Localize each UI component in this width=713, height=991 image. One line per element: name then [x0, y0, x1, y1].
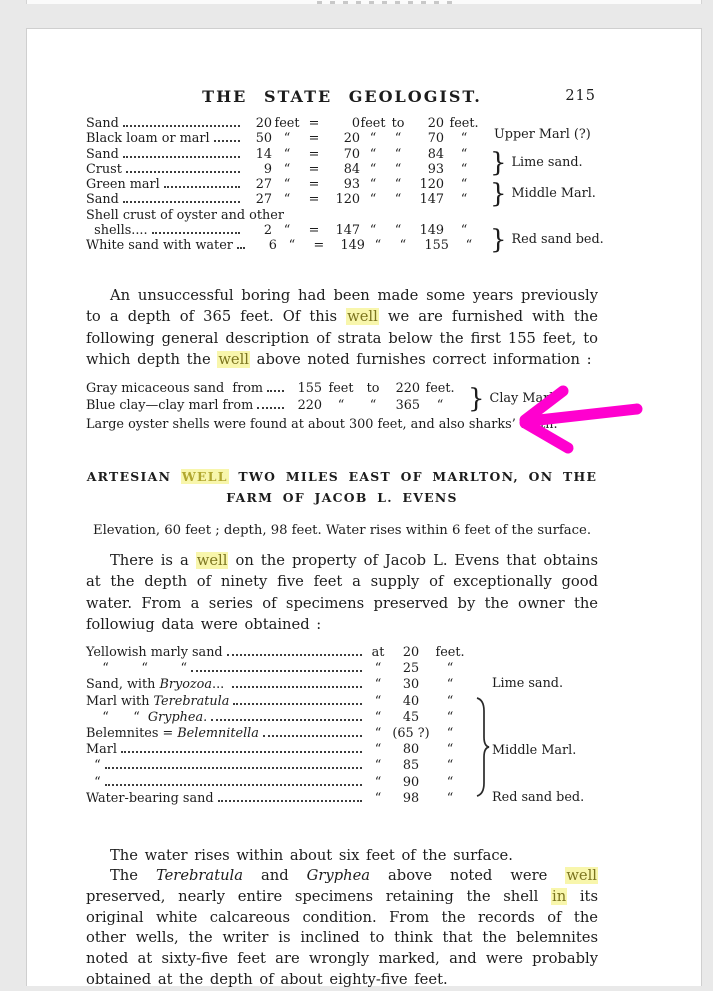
col-unit: “	[369, 223, 377, 239]
stratum-label: “ “ Gryphea.	[86, 709, 208, 725]
col-thickness: 50	[255, 131, 272, 147]
col-at: “	[374, 742, 382, 758]
paragraph-text: The water rises within about six feet of the surface.	[110, 847, 513, 864]
previous-page-edge	[26, 0, 702, 4]
col-thickness: 27	[255, 192, 272, 208]
col-unit: “	[283, 146, 291, 162]
col-thickness: 20	[255, 116, 272, 131]
col-to-word: to	[391, 116, 405, 131]
col-unit: “	[446, 742, 454, 758]
paragraph-text: An unsuccessful boring had been made some years previously to a depth of 365 feet. Of this well we are furnished with the following general description of strata below the first 155 feet, to which depth the well above noted furnishes correct information :	[86, 287, 598, 368]
col-depth: 40	[402, 693, 420, 709]
stratum-label: Shell crust of oyster and other	[86, 207, 284, 223]
stratum-label: “	[86, 774, 101, 790]
col-unit: “	[460, 223, 468, 239]
col-unit: “	[446, 758, 454, 774]
col-unit: feet	[328, 381, 354, 396]
stratum-label: Sand, with Bryozoa...	[86, 677, 229, 693]
col-unit: “	[446, 725, 454, 741]
stratum-label: Water-bearing sand	[86, 790, 214, 806]
stratum-label: Sand	[86, 116, 119, 131]
heading-line-2: FARM OF JACOB L. EVENS	[226, 489, 458, 505]
stratum-label: “ “ “	[86, 661, 187, 677]
group-label-lime-sand	[492, 678, 563, 691]
col-thickness: 14	[255, 146, 272, 162]
dot-leader	[123, 125, 240, 127]
col-from: 147	[335, 223, 360, 239]
dot-leader	[164, 186, 240, 188]
col-to-depth: 93	[427, 161, 444, 177]
col-to-depth: 220	[395, 381, 420, 396]
table-row	[86, 240, 484, 255]
stratum-label: Marl	[86, 742, 117, 758]
col-to-word: “	[369, 397, 377, 413]
table-row	[86, 397, 460, 417]
brace-glyph: }	[490, 179, 507, 209]
dot-leader	[191, 670, 362, 672]
col-at: “	[374, 693, 382, 709]
col-to-depth: 149	[419, 223, 444, 239]
col-unit: feet.	[425, 381, 455, 396]
brace-glyph: }	[468, 384, 485, 414]
col-equals: =	[308, 177, 320, 193]
col-at: “	[374, 709, 382, 725]
dot-leader	[121, 751, 362, 753]
stratum-label: Belemnites = Belemnitella	[86, 725, 259, 741]
col-depth: 30	[402, 677, 420, 693]
col-unit: “	[283, 192, 291, 208]
col-from: 220	[297, 397, 322, 413]
paragraph-water-rises	[86, 845, 598, 866]
col-depth: 20	[402, 645, 420, 660]
dot-leader	[237, 247, 245, 249]
col-from: 149	[340, 238, 365, 254]
col-to-depth: 147	[419, 192, 444, 208]
col-at: “	[374, 758, 382, 774]
dot-leader	[257, 407, 284, 409]
scanned-page	[26, 28, 702, 986]
col-unit: “	[446, 693, 454, 709]
col-unit: “	[337, 397, 345, 413]
col-at: “	[374, 677, 382, 693]
tall-brace-glyph	[474, 697, 490, 797]
col-at: “	[374, 661, 382, 677]
col-to-word: “	[394, 146, 402, 162]
col-to-depth: 20	[427, 116, 444, 131]
col-to-word: “	[394, 161, 402, 177]
col-unit: “	[460, 131, 468, 147]
group-label-upper-marl	[494, 129, 591, 142]
stratum-label: Marl with Terebratula	[86, 693, 230, 709]
oyster-shells-note: Large oyster shells were found at about 300 feet, and also sharks’ teeth.	[86, 417, 558, 432]
group-text: Middle Marl.	[511, 185, 596, 201]
col-thickness: 2	[263, 223, 272, 239]
col-unit: “	[460, 177, 468, 193]
col-unit: “	[283, 131, 291, 147]
col-unit: “	[369, 192, 377, 208]
dot-leader	[267, 390, 284, 392]
col-unit: “	[283, 223, 291, 239]
paragraph-boring	[86, 285, 598, 370]
section-heading	[86, 467, 598, 508]
col-depth: 45	[402, 709, 420, 725]
col-unit: “	[460, 161, 468, 177]
col-at: “	[374, 725, 382, 741]
col-to-depth: 155	[424, 238, 449, 254]
col-unit: “	[446, 661, 454, 677]
stratum-label: “	[86, 758, 101, 774]
col-unit: “	[369, 177, 377, 193]
dot-leader	[263, 735, 362, 737]
col-unit: “	[446, 790, 454, 806]
col-from: 70	[343, 146, 360, 162]
col-at: “	[374, 774, 382, 790]
col-unit: “	[460, 146, 468, 162]
group-text: Red sand bed.	[492, 790, 585, 805]
dot-leader	[126, 171, 240, 173]
stratum-label: Crust	[86, 161, 122, 177]
dot-leader	[105, 767, 362, 769]
group-label-red-sand-bed	[492, 792, 584, 805]
col-unit: “	[465, 238, 473, 254]
col-to-word: “	[399, 238, 407, 254]
paragraph-fossils	[86, 866, 598, 991]
col-unit: “	[369, 131, 377, 147]
col-from: 0	[351, 116, 360, 131]
col-depth: 25	[402, 661, 420, 677]
col-from: 120	[335, 192, 360, 208]
strata-table-3	[86, 647, 598, 809]
col-at: at	[371, 645, 385, 660]
col-unit: “	[436, 397, 444, 413]
dot-leader	[232, 686, 362, 688]
running-head	[86, 87, 598, 109]
page-number: 215	[565, 88, 596, 104]
col-unit: feet	[360, 116, 386, 131]
col-from: 93	[343, 177, 360, 193]
col-to-word: “	[394, 177, 402, 193]
col-unit: feet.	[449, 116, 479, 131]
strata-table-1	[86, 116, 604, 256]
col-unit: “	[288, 238, 296, 254]
col-to-depth: 365	[395, 397, 420, 413]
col-to-depth: 70	[427, 131, 444, 147]
paragraph-text: There is a well on the property of Jacob L. Evens that obtains at the depth of ninety five feet a supply of exceptionally good water. From a series of specimens preserved by the owner the followiug data were obtained :	[86, 552, 598, 633]
dot-leader	[123, 156, 240, 158]
col-to-word: to	[366, 381, 380, 396]
group-label-red-sand-bed	[490, 227, 604, 253]
col-to-word: “	[394, 131, 402, 147]
col-equals: =	[308, 131, 320, 147]
col-thickness: 9	[263, 161, 272, 177]
stratum-label: Yellowish marly sand	[86, 645, 223, 660]
col-depth: 98	[402, 790, 420, 806]
stratum-label: Sand	[86, 192, 119, 208]
col-unit: “	[374, 238, 382, 254]
paragraph-text: The Terebratula and Gryphea above noted were well preserved, nearly entire specimens retaining the shell in its original white calcareous condition. From the records of the other wells, the writer is inclined to think that the belemnites noted at sixty-five feet are wrongly marked, and were probably obtained at the depth of about eighty-five feet.	[86, 867, 598, 988]
col-equals: =	[308, 223, 320, 239]
group-text: Upper Marl (?)	[494, 127, 591, 142]
dot-leader	[214, 140, 240, 142]
col-depth: 85	[402, 758, 420, 774]
group-text: Middle Marl.	[492, 743, 577, 758]
col-depth: 80	[402, 742, 420, 758]
brace-glyph: }	[490, 225, 507, 255]
col-unit: “	[446, 774, 454, 790]
group-text: Lime sand.	[492, 676, 564, 691]
dot-leader	[105, 784, 362, 786]
col-unit: “	[369, 161, 377, 177]
group-text: Clay Marl	[489, 390, 554, 406]
stratum-label: White sand with water	[86, 238, 233, 254]
dot-leader	[227, 654, 362, 656]
col-thickness: 6	[268, 238, 277, 254]
col-to-depth: 84	[427, 146, 444, 162]
col-unit: feet	[274, 116, 300, 131]
col-equals: =	[308, 116, 320, 131]
dot-leader	[218, 800, 362, 802]
table-row	[86, 790, 468, 809]
col-from: 84	[343, 161, 360, 177]
col-from: 20	[343, 131, 360, 147]
col-to-word: “	[394, 223, 402, 239]
col-unit: “	[460, 192, 468, 208]
previous-page-text-remnant	[317, 1, 457, 4]
stratum-label: Green marl	[86, 177, 160, 193]
col-equals: =	[313, 238, 325, 254]
group-label-middle-marl	[492, 745, 576, 758]
col-equals: =	[308, 192, 320, 208]
group-label-lime-sand	[490, 150, 583, 176]
dot-leader	[211, 719, 362, 721]
col-from: 155	[297, 381, 322, 396]
col-unit: “	[446, 709, 454, 725]
col-unit: “	[283, 177, 291, 193]
brace-glyph: }	[490, 148, 507, 178]
col-unit: feet.	[435, 645, 465, 660]
col-at: “	[374, 790, 382, 806]
dot-leader	[233, 703, 362, 705]
col-equals: =	[308, 146, 320, 162]
col-unit: “	[369, 146, 377, 162]
col-equals: =	[308, 161, 320, 177]
stratum-label: shells....	[86, 223, 148, 239]
strata-table-2	[86, 383, 598, 432]
elevation-line: Elevation, 60 feet ; depth, 98 feet. Water rises within 6 feet of the surface.	[92, 523, 592, 538]
group-label-clay-marl	[468, 386, 553, 412]
stratum-label: Blue clay—clay marl from	[86, 397, 254, 413]
stratum-label: Gray micaceous sand from	[86, 381, 264, 396]
group-label-middle-marl	[490, 181, 596, 207]
col-thickness: 27	[255, 177, 272, 193]
group-text: Red sand bed.	[511, 231, 604, 247]
col-to-depth: 120	[419, 177, 444, 193]
dot-leader	[152, 232, 240, 234]
paragraph-evens-well	[86, 550, 598, 635]
col-to-word: “	[394, 192, 402, 208]
page-title: THE STATE GEOLOGIST.	[202, 87, 482, 106]
dot-leader	[123, 201, 240, 203]
col-depth: 90	[402, 774, 420, 790]
stratum-label: Black loam or marl	[86, 131, 210, 147]
col-unit: “	[283, 161, 291, 177]
col-unit: “	[446, 677, 454, 693]
stratum-label: Sand	[86, 146, 119, 162]
heading-line-1: ARTESIAN WELL TWO MILES EAST OF MARLTON, ON THE	[86, 469, 598, 484]
col-depth: (65 ?)	[392, 725, 430, 741]
group-text: Lime sand.	[511, 154, 583, 170]
